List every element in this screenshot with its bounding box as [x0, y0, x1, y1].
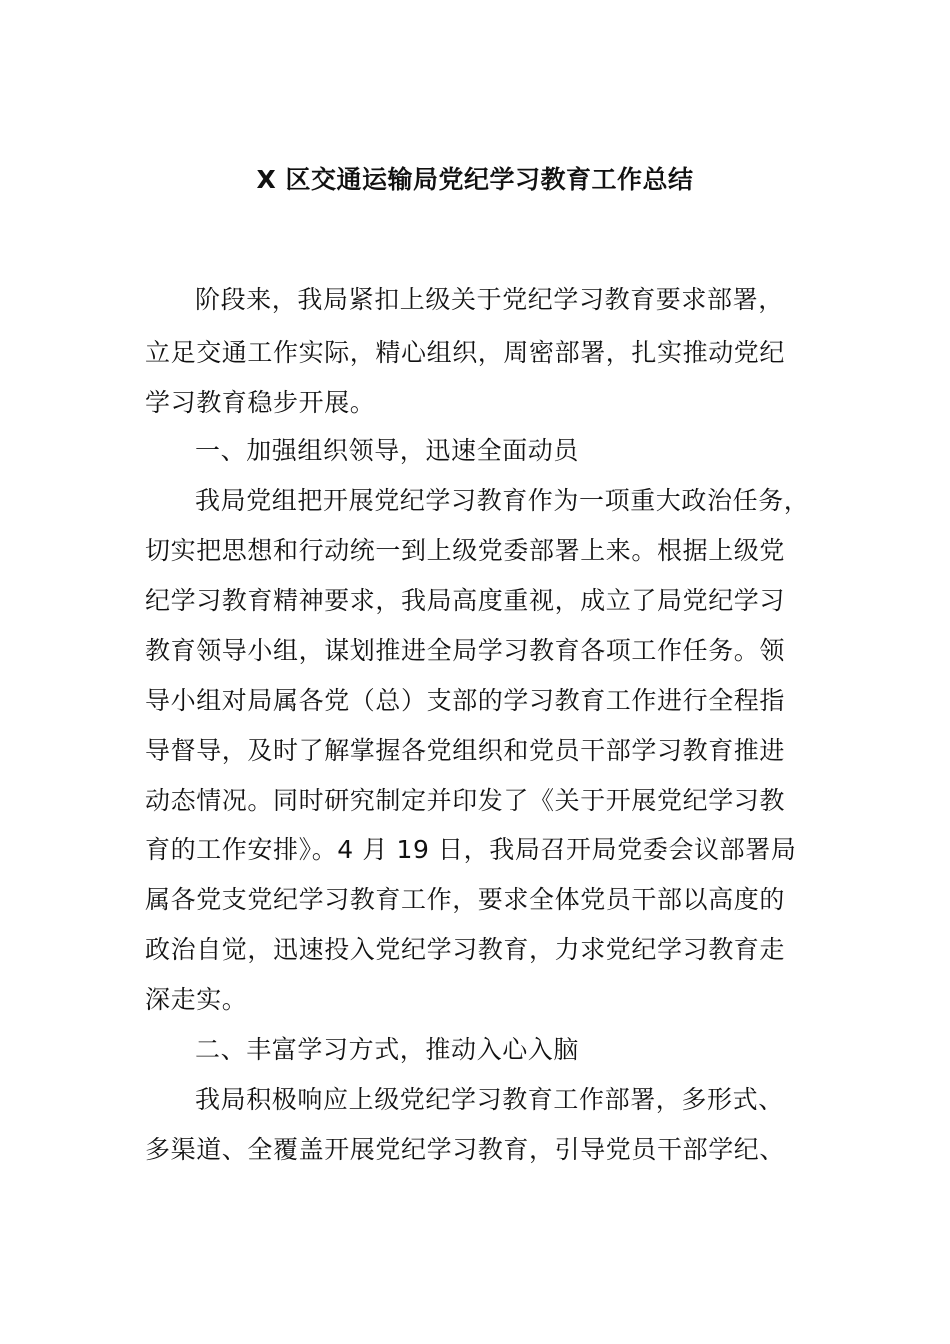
text-line: 属各党支党纪学习教育工作，要求全体党员干部以高度的: [145, 885, 786, 914]
text-line: 动态情况。同时研究制定并印发了《关于开展党纪学习教: [145, 786, 786, 815]
text-line: 阶段来，我局紧扣上级关于党纪学习教育要求部署，: [195, 285, 784, 314]
text-line: 政治自觉，迅速投入党纪学习教育，力求党纪学习教育走: [145, 935, 786, 964]
text-line: 我局积极响应上级党纪学习教育工作部署，多形式、: [195, 1085, 784, 1114]
text-line: 切实把思想和行动统一到上级党委部署上来。根据上级党: [145, 536, 786, 565]
text-line: 多渠道、全覆盖开展党纪学习教育，引导党员干部学纪、: [145, 1135, 786, 1164]
text-line: 导小组对局属各党（总）支部的学习教育工作进行全程指: [145, 686, 786, 715]
text-line: 我局党组把开展党纪学习教育作为一项重大政治任务，: [195, 486, 810, 515]
text-line: 导督导，及时了解掌握各党组织和党员干部学习教育推进: [145, 736, 786, 765]
text-line: 学习教育稳步开展。: [145, 388, 376, 417]
document-title: X 区交通运输局党纪学习教育工作总结: [256, 165, 694, 194]
section-heading: 二、丰富学习方式，推动入心入脑: [195, 1035, 580, 1064]
section-heading: 一、加强组织领导，迅速全面动员: [195, 436, 580, 465]
text-line: 育的工作安排》。4 月 19 日，我局召开局党委会议部署局: [145, 835, 797, 864]
text-line: 深走实。: [145, 985, 248, 1014]
text-line: 纪学习教育精神要求，我局高度重视，成立了局党纪学习: [145, 586, 786, 615]
text-line: 教育领导小组，谋划推进全局学习教育各项工作任务。领: [145, 636, 786, 665]
text-line: 立足交通工作实际，精心组织，周密部署，扎实推动党纪: [145, 338, 786, 367]
